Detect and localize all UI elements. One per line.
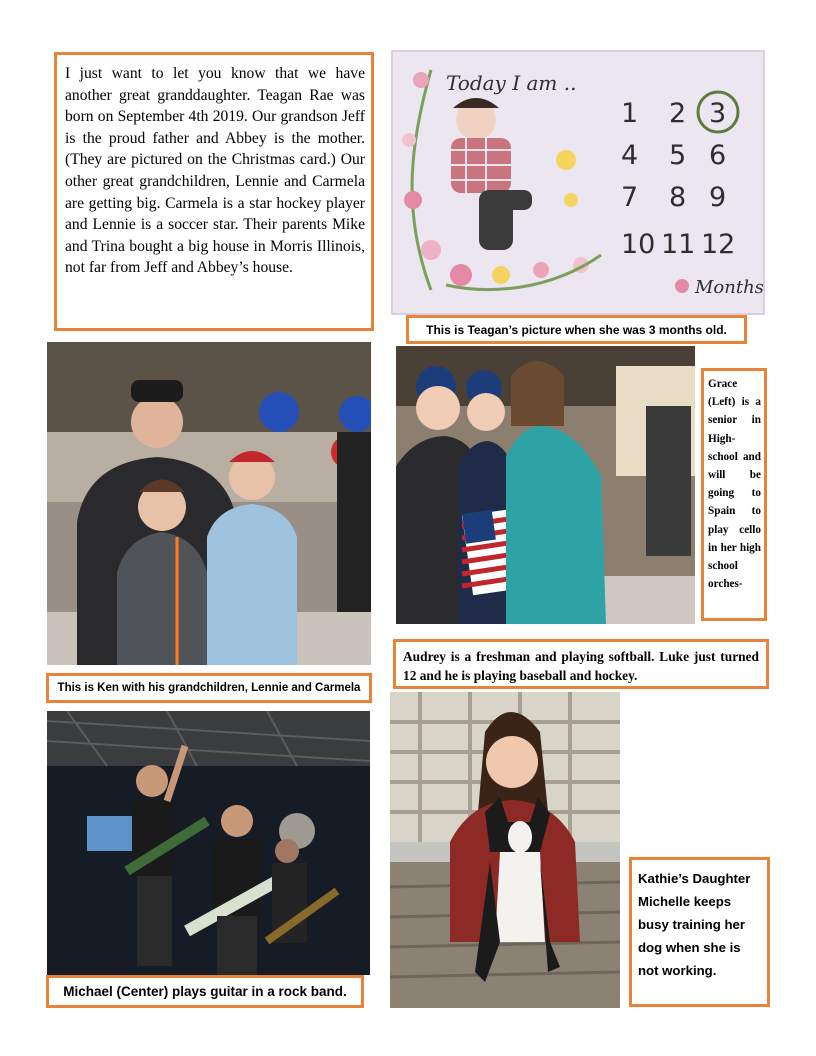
grace-caption: Grace (Left) is a senior in High-school and will be going to Spain to play cello in her high school orches- xyxy=(701,368,767,621)
month-number: 10 xyxy=(621,229,656,260)
month-number: 5 xyxy=(669,140,687,171)
audrey-caption: Audrey is a freshman and playing softball. Luke just turned 12 and he is playing baseball and hockey. xyxy=(393,639,769,689)
ken-photo xyxy=(47,342,371,665)
michael-caption: Michael (Center) plays guitar in a rock band. xyxy=(46,975,364,1008)
intro-paragraph: I just want to let you know that we have another great granddaughter. Teagan Rae was born on September 4th 2019. Our grandson Jeff is the proud father and Abbey is the mother. (They are pictured on the Christmas card.) Our other great grandchildren, Lennie and Carmela are getting big. Carmela is a star hockey player and Lennie is a soccer star. Their parents Mike and Trina bought a big house in Morris Illinois, not far from Jeff and Abbey’s house. xyxy=(65,65,365,277)
michael-photo xyxy=(47,711,370,975)
month-number: 9 xyxy=(709,182,727,213)
month-number: 12 xyxy=(701,229,736,260)
month-number: 4 xyxy=(621,140,639,171)
grace-photo xyxy=(396,346,695,624)
intro-text-box xyxy=(54,52,374,331)
ken-caption: This is Ken with his grandchildren, Lennie and Carmela xyxy=(46,673,372,703)
month-number: 3 xyxy=(709,98,727,129)
month-number: 2 xyxy=(669,98,687,129)
month-number: 7 xyxy=(621,182,639,213)
blanket-footer: Months xyxy=(695,277,764,298)
month-number: 8 xyxy=(669,182,687,213)
kathie-photo xyxy=(390,692,620,1008)
teagan-caption: This is Teagan’s picture when she was 3 months old. xyxy=(406,315,747,344)
teagan-photo xyxy=(391,50,765,315)
blanket-title: Today I am .. xyxy=(446,71,577,95)
month-number: 11 xyxy=(661,229,696,260)
month-number: 6 xyxy=(709,140,727,171)
kathie-caption: Kathie’s Daughter Michelle keeps busy training her dog when she is not working. xyxy=(629,857,770,1007)
month-number: 1 xyxy=(621,98,639,129)
